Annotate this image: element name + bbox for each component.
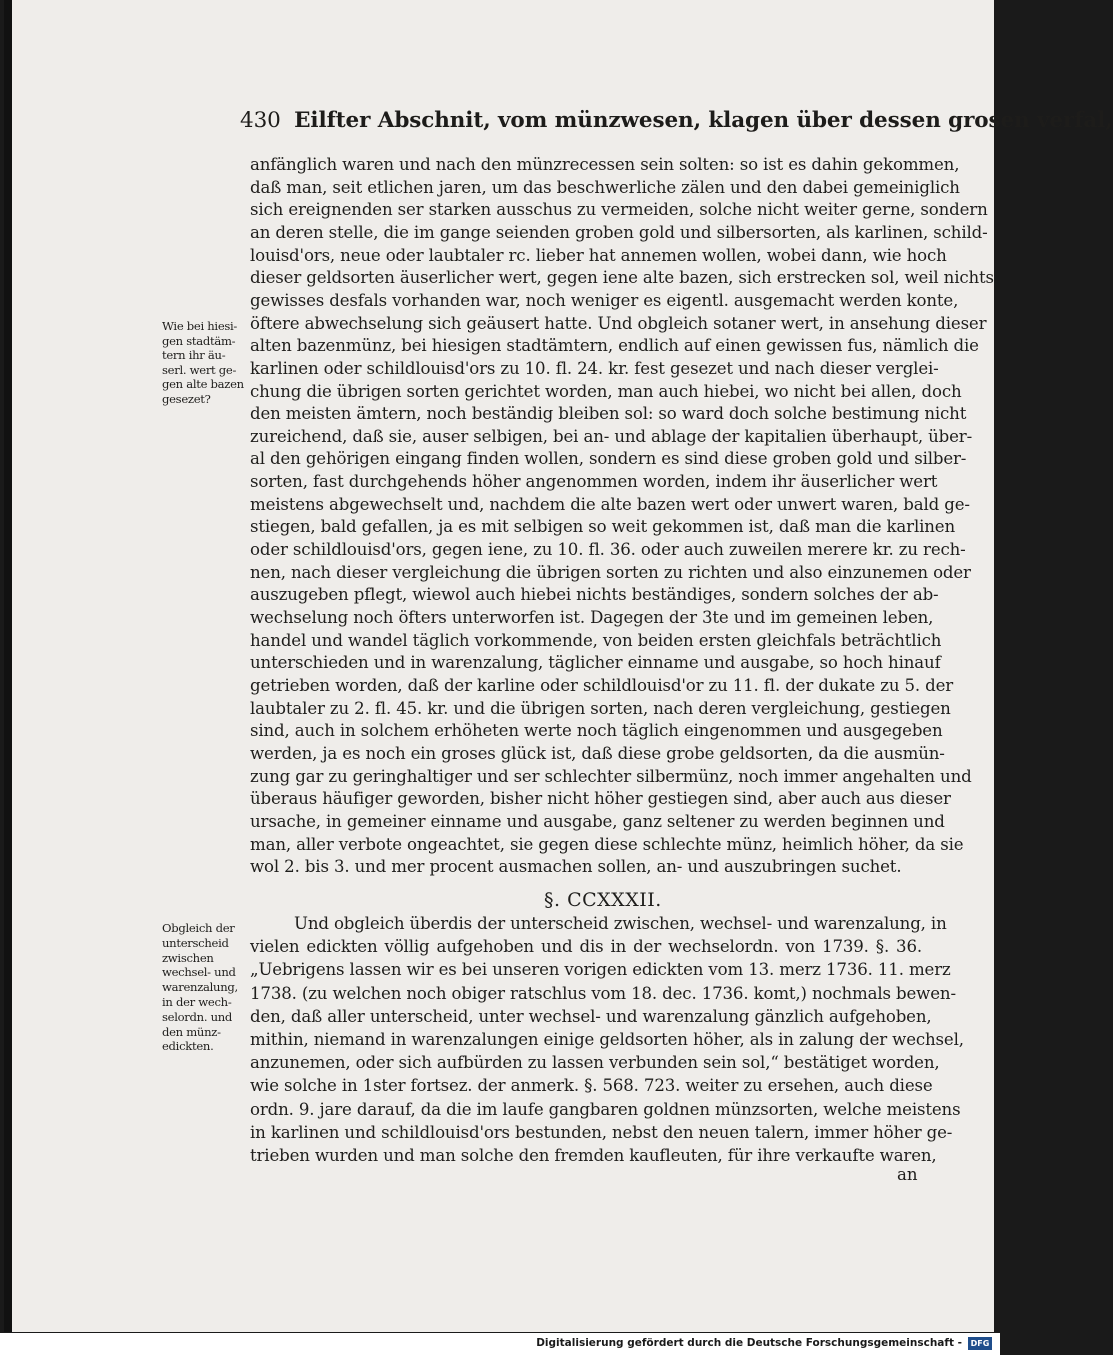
text-line: karlinen oder schildlouisd'ors zu 10. fl. 24. kr. fest gesezet und nach dieser verglei-	[250, 358, 939, 378]
text-line: anfänglich waren und nach den münzrecessen sein solten: so ist es dahin gekommen,	[250, 155, 960, 174]
text-line: mithin, niemand in warenzalungen einige geldsorten höher, als in zalung der wechsel,	[250, 1030, 964, 1049]
text-line: den, daß aller unterscheid, unter wechsel- und warenzalung gänzlich aufgehoben,	[250, 1006, 932, 1026]
margin-note-line: Obgleich der	[162, 921, 235, 935]
footer-bar	[0, 1333, 1000, 1355]
text-line: daß man, seit etlichen jaren, um das beschwerliche zälen und den dabei gemeiniglich	[250, 177, 960, 197]
margin-note-line: wechsel- und	[162, 965, 236, 980]
text-line: sich ereignenden ser starken ausschus zu vermeiden, solche nicht weiter gerne, sondern	[250, 200, 988, 220]
dfg-logo: DFG	[968, 1337, 992, 1350]
margin-note-line: den münz-	[162, 1024, 221, 1039]
text-line: „Uebrigens lassen wir es bei unseren vorigen edickten vom 13. merz 1736. 11. merz	[250, 960, 951, 980]
footer-credit: Digitalisierung gefördert durch die Deutsche Forschungsgemeinschaft -	[536, 1337, 962, 1349]
margin-note-line: warenzalung,	[162, 980, 238, 995]
running-title: Eilfter Abschnit, vom münzwesen, klagen über dessen grosen verfal,	[294, 108, 1113, 133]
running-head	[240, 108, 1113, 133]
text-line: überaus häufiger geworden, bisher nicht höher gestiegen sind, aber auch aus dieser	[250, 789, 951, 809]
text-line: anzunemen, oder sich aufbürden zu lassen verbunden sein sol,“ bestätiget worden,	[250, 1053, 940, 1073]
margin-note-line: zwischen	[162, 950, 214, 965]
margin-note-line: in der wech-	[162, 995, 232, 1009]
text-line: ursache, in gemeiner einname und ausgabe, ganz seltener zu werden beginnen und	[250, 811, 945, 831]
text-line: man, aller verbote ongeachtet, sie gegen diese schlechte münz, heimlich höher, da sie	[250, 834, 964, 854]
text-line: wie solche in 1ster fortsez. der anmerk. §. 568. 723. weiter zu ersehen, auch diese	[250, 1076, 933, 1096]
text-line: werden, ja es noch ein groses glück ist, daß diese grobe geldsorten, da die ausmün-	[250, 743, 945, 763]
text-line: öftere abwechselung sich geäusert hatte. Und obgleich sotaner wert, in ansehung dieser	[250, 313, 987, 333]
text-line: wol 2. bis 3. und mer procent ausmachen sollen, an- und auszubringen suchet.	[250, 857, 902, 877]
text-line: zureichend, daß sie, auser selbigen, bei an- und ablage der kapitalien überhaupt, über-	[250, 426, 973, 446]
text-line: nen, nach dieser vergleichung die übrigen sorten zu richten und also einzunemen oder	[250, 562, 971, 582]
text-line: sind, auch in solchem erhöheten werte noch täglich eingenommen und ausgegeben	[250, 721, 943, 741]
text-line: laubtaler zu 2. fl. 45. kr. und die übrigen sorten, nach deren vergleichung, gestiegen	[250, 698, 951, 718]
paragraph-heading: §. CCXXXII.	[544, 889, 662, 911]
margin-note-line: gen alte bazen	[162, 377, 244, 392]
text-line: handel und wandel täglich vorkommende, von beiden ersten gleichfals beträchtlich	[250, 630, 942, 650]
text-line: meistens abgewechselt und, nachdem die alte bazen wert oder unwert waren, bald ge-	[250, 494, 970, 514]
text-line: 1738. (zu welchen noch obiger ratschlus vom 18. dec. 1736. komt,) nochmals bewen-	[250, 983, 956, 1003]
page-left-edge	[4, 0, 12, 1332]
book-page	[4, 0, 1113, 1332]
text-line: trieben wurden und man solche den fremden kaufleuten, für ihre verkaufte waren,	[250, 1146, 937, 1165]
margin-note-line: gen stadtäm-	[162, 333, 236, 348]
text-line: zung gar zu geringhaltiger und ser schlechter silbermünz, noch immer angehalten und	[250, 766, 972, 786]
page-number: 430	[240, 108, 281, 133]
text-line: in karlinen und schildlouisd'ors bestunden, nebst den neuen talern, immer höher ge-	[250, 1122, 953, 1142]
margin-note-line: edickten.	[162, 1039, 214, 1054]
text-line: wechselung noch öfters unterworfen ist. Dagegen der 3te und im gemeinen leben,	[250, 608, 934, 627]
text-line: den meisten ämtern, noch beständig bleiben sol: so ward doch solche bestimung nicht	[250, 404, 967, 424]
text-line: getrieben worden, daß der karline oder schildlouisd'or zu 11. fl. der dukate zu 5. der	[250, 675, 954, 695]
margin-note-line: gesezet?	[162, 392, 211, 406]
catchword: an	[897, 1165, 918, 1184]
text-line: dieser geldsorten äuserlicher wert, gegen iene alte bazen, sich erstrecken sol, weil nichts	[250, 268, 994, 288]
text-line: an deren stelle, die im gange seienden groben gold und silbersorten, als karlinen, schild-	[250, 222, 988, 242]
text-line: stiegen, bald gefallen, ja es mit selbigen so weit gekommen ist, daß man die karlinen	[250, 517, 956, 537]
text-line: unterschieden und in warenzalung, täglicher einname und ausgabe, so hoch hinauf	[250, 653, 941, 673]
margin-note-line: unterscheid	[162, 935, 229, 950]
margin-note-line: tern ihr äu-	[162, 348, 226, 363]
text-line: Und obgleich überdis der unterscheid zwischen, wechsel- und warenzalung, in	[294, 914, 947, 933]
margin-note-line: serl. wert ge-	[162, 362, 237, 377]
text-line: ordn. 9. jare darauf, da die im laufe gangbaren goldnen münzsorten, welche meistens	[250, 1099, 961, 1119]
margin-note-line: selordn. und	[162, 1009, 233, 1024]
text-line: oder schildlouisd'ors, gegen iene, zu 10. fl. 36. oder auch zuweilen merere kr. zu rech-	[250, 540, 966, 560]
text-line: louisd'ors, neue oder laubtaler rc. lieber hat annemen wollen, wobei dann, wie hoch	[250, 245, 947, 265]
text-line: sorten, fast durchgehends höher angenommen worden, indem ihr äuserlicher wert	[250, 472, 938, 492]
text-line: auszugeben pflegt, wiewol auch hiebei nichts beständiges, sondern solches der ab-	[250, 585, 939, 605]
text-line: al den gehörigen eingang finden wollen, sondern es sind diese groben gold und silber-	[250, 449, 967, 469]
text-line: gewisses desfals vorhanden war, noch weniger es eigentl. ausgemacht werden konte,	[250, 290, 959, 310]
text-line: chung die übrigen sorten gerichtet worden, man auch hiebei, wo nicht bei allen, doch	[250, 381, 962, 401]
text-line: alten bazenmünz, bei hiesigen stadtämtern, endlich auf einen gewissen fus, nämlich die	[250, 336, 979, 356]
margin-note-line: Wie bei hiesi-	[162, 319, 238, 333]
text-line: vielen edickten völlig aufgehoben und dis in der wechselordn. von 1739. §. 36.	[250, 937, 922, 957]
